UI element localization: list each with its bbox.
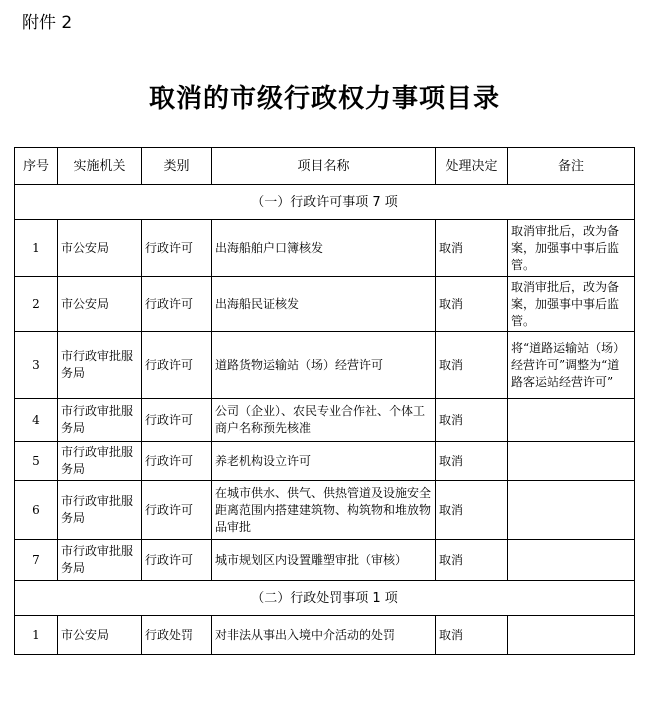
row-agency: 市公安局 [58,220,142,277]
attachment-label: 附件 2 [22,13,73,33]
row-note [508,540,635,581]
row-note [508,442,635,481]
row-number: 1 [15,616,58,655]
row-number: 4 [15,399,58,442]
section-heading-row [15,581,635,616]
row-decision: 取消 [436,540,508,581]
table-row [15,277,635,332]
row-type: 行政许可 [142,220,212,277]
row-note: 取消审批后，改为备案，加强事中事后监管。 [508,220,635,277]
row-number: 1 [15,220,58,277]
row-note [508,616,635,655]
catalog-table [14,147,635,655]
row-item-name: 出海船民证核发 [212,277,436,332]
row-type: 行政许可 [142,442,212,481]
row-item-name: 养老机构设立许可 [212,442,436,481]
document-title: 取消的市级行政权力事项目录 [148,84,500,114]
row-type: 行政许可 [142,277,212,332]
row-item-name: 对非法从事出入境中介活动的处罚 [212,616,436,655]
table-row [15,481,635,540]
table-header-row [15,148,635,185]
row-number: 6 [15,481,58,540]
table-row [15,220,635,277]
row-decision: 取消 [436,481,508,540]
header-note: 备注 [508,148,635,185]
table-row [15,540,635,581]
row-note [508,481,635,540]
row-decision: 取消 [436,332,508,399]
table-row [15,442,635,481]
row-type: 行政许可 [142,540,212,581]
row-type: 行政许可 [142,399,212,442]
header-type: 类别 [142,148,212,185]
row-note [508,399,635,442]
row-type: 行政许可 [142,481,212,540]
header-name: 项目名称 [212,148,436,185]
row-agency: 市行政审批服务局 [58,540,142,581]
section-heading-row [15,185,635,220]
row-item-name: 城市规划区内设置雕塑审批（审核） [212,540,436,581]
row-agency: 市行政审批服务局 [58,399,142,442]
section-heading: （二）行政处罚事项 1 项 [15,581,635,616]
table-row [15,399,635,442]
row-note: 取消审批后，改为备案，加强事中事后监管。 [508,277,635,332]
row-item-name: 在城市供水、供气、供热管道及设施安全距离范围内搭建建筑物、构筑物和堆放物品审批 [212,481,436,540]
row-decision: 取消 [436,277,508,332]
row-note: 将“道路运输站（场）经营许可”调整为“道路客运站经营许可” [508,332,635,399]
row-agency: 市行政审批服务局 [58,442,142,481]
row-item-name: 道路货物运输站（场）经营许可 [212,332,436,399]
row-number: 3 [15,332,58,399]
row-decision: 取消 [436,220,508,277]
row-type: 行政处罚 [142,616,212,655]
row-item-name: 公司（企业）、农民专业合作社、个体工商户名称预先核准 [212,399,436,442]
row-number: 2 [15,277,58,332]
row-decision: 取消 [436,442,508,481]
header-agency: 实施机关 [58,148,142,185]
row-type: 行政许可 [142,332,212,399]
row-agency: 市行政审批服务局 [58,332,142,399]
row-item-name: 出海船舶户口簿核发 [212,220,436,277]
row-number: 7 [15,540,58,581]
row-agency: 市公安局 [58,616,142,655]
row-agency: 市公安局 [58,277,142,332]
table-row [15,616,635,655]
table-row [15,332,635,399]
header-no: 序号 [15,148,58,185]
row-number: 5 [15,442,58,481]
section-heading: （一）行政许可事项 7 项 [15,185,635,220]
row-decision: 取消 [436,616,508,655]
row-agency: 市行政审批服务局 [58,481,142,540]
header-decision: 处理决定 [436,148,508,185]
row-decision: 取消 [436,399,508,442]
